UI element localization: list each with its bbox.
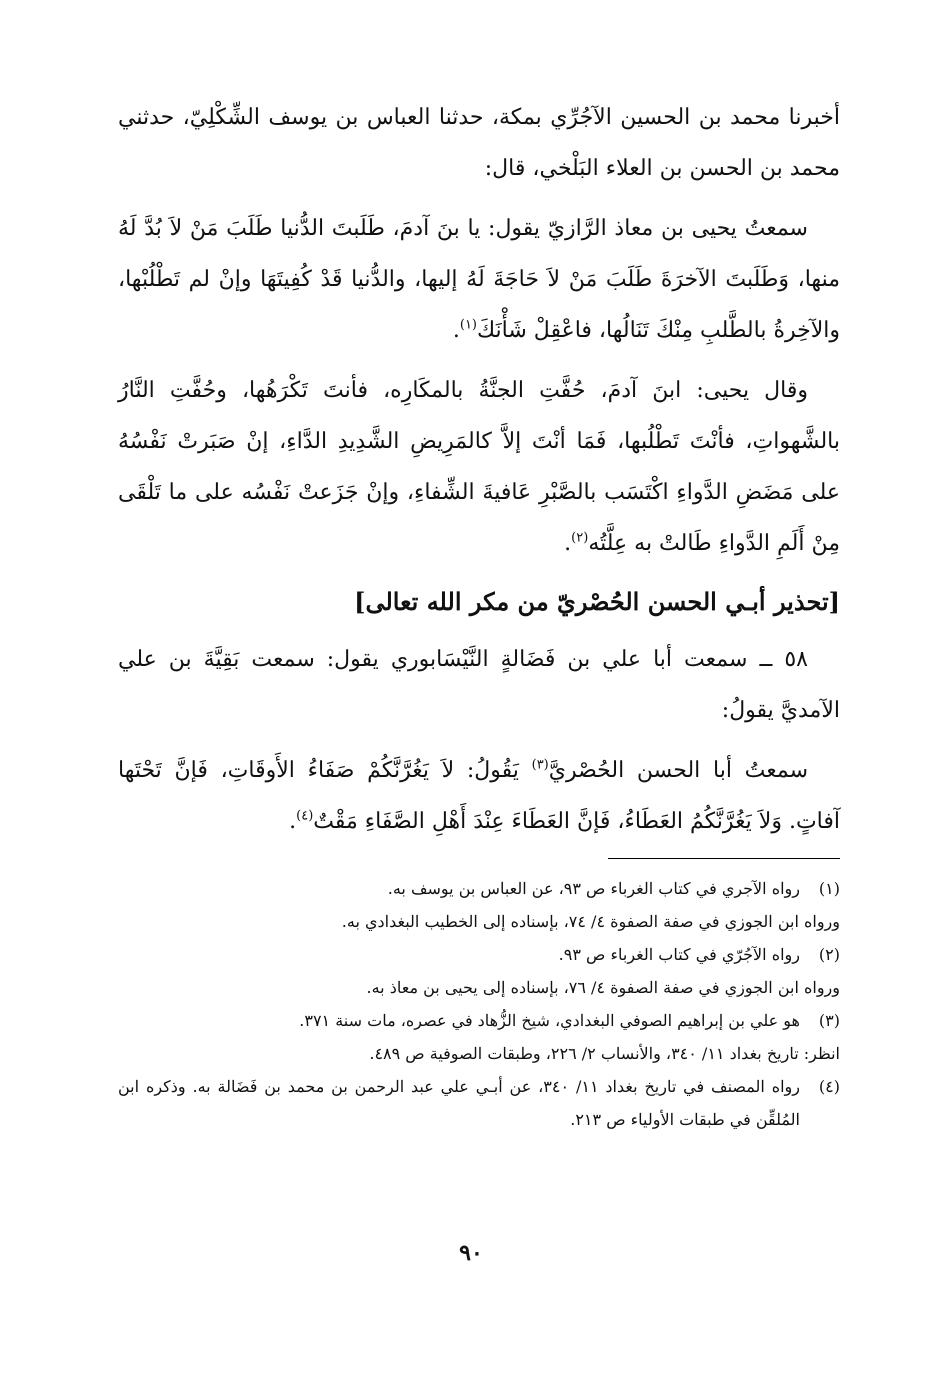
paragraph-end: . [452, 318, 460, 343]
footnote-line: ورواه ابن الجوزي في صفة الصفوة ٤/ ٧٤، بإسناده إلى الخطيب البغدادي به. [341, 912, 840, 931]
footnote-line: رواه الآجري في كتاب الغرباء ص ٩٣، عن العباس بن يوسف به. [387, 879, 800, 898]
paragraph-text: يَقُولُ: لاَ يَغُرَّنَّكُمْ صَفَاءُ الأَوقَاتِ، فَإنَّ تَحْتَها آفاتٍ. وَلاَ يَغُرَّنَّكُمُ العَطَاءُ، فَإنَّ العَطَاءَ عِنْدَ أَهْلِ الصَّفَاءِ مَقْتٌ [118, 758, 840, 834]
paragraph-yahya-1 [118, 203, 840, 356]
paragraph-text: أخبرنا محمد بن الحسين الآجُرِّي بمكة، حدثنا العباس بن يوسف الشِّكْلِيّ، حدثني محمد بن الحسن بن العلاء البَلْخي، قال: [118, 105, 840, 181]
paragraph-husri [118, 745, 840, 847]
section-heading: [تحذير أبـي الحسن الحُصْريّ من مكر الله تعالى] [354, 587, 840, 616]
footnote-ref-3[interactable]: (٣) [531, 757, 549, 773]
footnote-number: (٢) [818, 945, 840, 964]
footnote-number: (٤) [818, 1077, 840, 1096]
main-text [118, 92, 840, 856]
paragraph-58 [118, 634, 840, 736]
paragraph-text: سمعتُ يحيى بن معاذ الرَّازيّ يقول: يا بنَ آدمَ، طَلَبتَ الدُّنيا طَلَبَ مَنْ لاَ بُدَّ لَهُ منها، وَطَلَبتَ الآخرَةَ طَلَبَ مَنْ لاَ حَاجَةَ لَهُ إليها، والدُّنيا قَدْ كُفِيتَهَا وإنْ لم تَطْلُبْها، والآخِرةُ بالطَّلبِ مِنْكَ تَنَالُها، فاعْقِلْ شَأْنَكَ [118, 216, 840, 343]
footnote-line: رواه المصنف في تاريخ بغداد ١١/ ٣٤٠، عن أبـي علي عبد الرحمن بن محمد بن فَضَالة به. وذكره ابن المُلقِّن في طبقات الأولياء ص ٢١٣. [118, 1077, 801, 1129]
footnote-number: (٣) [818, 1011, 840, 1030]
paragraph-end: . [564, 531, 572, 556]
footnote-3 [118, 1004, 840, 1037]
footnote-line: انظر: تاريخ بغداد ١١/ ٣٤٠، والأنساب ٢/ ٢٢٦، وطبقات الصوفية ص ٤٨٩. [369, 1044, 840, 1063]
paragraph-end: . [289, 809, 297, 834]
footnote-2 [118, 938, 840, 971]
footnote-4 [118, 1070, 840, 1136]
footnote-line: ورواه ابن الجوزي في صفة الصفوة ٤/ ٧٦، بإسناده إلى يحيى بن معاذ به. [366, 978, 840, 997]
footnotes [118, 872, 840, 1136]
paragraph-text: وقال يحيى: ابنَ آدمَ، حُفَّتِ الجنَّةُ بالمكَارِه، فأنتَ تَكْرَهُها، وحُفَّتِ النَّارُ بالشَّهواتِ، فأنْتَ تَطْلُبها، فَمَا أنْتَ إلاَّ كالمَرِيضِ الشَّدِيدِ الدَّاءِ، إنْ صَبَرتْ نَفْسُهُ على مَضَضِ الدَّواءِ اكْتَسَب بالصَّبْرِ عَافيةَ الشِّفاءِ، وإنْ جَزَعتْ نَفْسُه على ما تَلْقَى مِنْ أَلَمِ الدَّواءِ طَالتْ به عِلَّتُه [118, 378, 840, 556]
footnote-number: (١) [818, 879, 840, 898]
paragraph-isnad [118, 92, 840, 194]
paragraph-text: سمعتُ أبا الحسن الحُصْريَّ [548, 758, 808, 783]
footnote-ref-1[interactable]: (١) [459, 317, 477, 333]
footnote-divider [608, 858, 840, 859]
footnote-body [118, 938, 800, 971]
footnote-ref-2[interactable]: (٢) [571, 530, 589, 546]
footnote-body [118, 1004, 800, 1037]
paragraph-yahya-2 [118, 365, 840, 569]
page-number: ٩٠ [459, 1240, 483, 1266]
footnote-line: هو علي بن إبراهيم الصوفي البغدادي، شيخ الزُّهاد في عصره، مات سنة ٣٧١. [299, 1011, 800, 1030]
footnote-body [118, 1070, 800, 1136]
paragraph-text: ٥٨ ــ سمعت أبا علي بن فَضَالةٍ النَّيْسَابوري يقول: سمعت بَقِيَّةَ بن علي الآمديَّ يقولُ: [118, 647, 840, 723]
footnote-ref-4[interactable]: (٤) [296, 808, 314, 824]
footnote-body [118, 872, 800, 905]
footnote-line: رواه الآجُرّي في كتاب الغرباء ص ٩٣. [558, 945, 800, 964]
footnote-1 [118, 872, 840, 905]
